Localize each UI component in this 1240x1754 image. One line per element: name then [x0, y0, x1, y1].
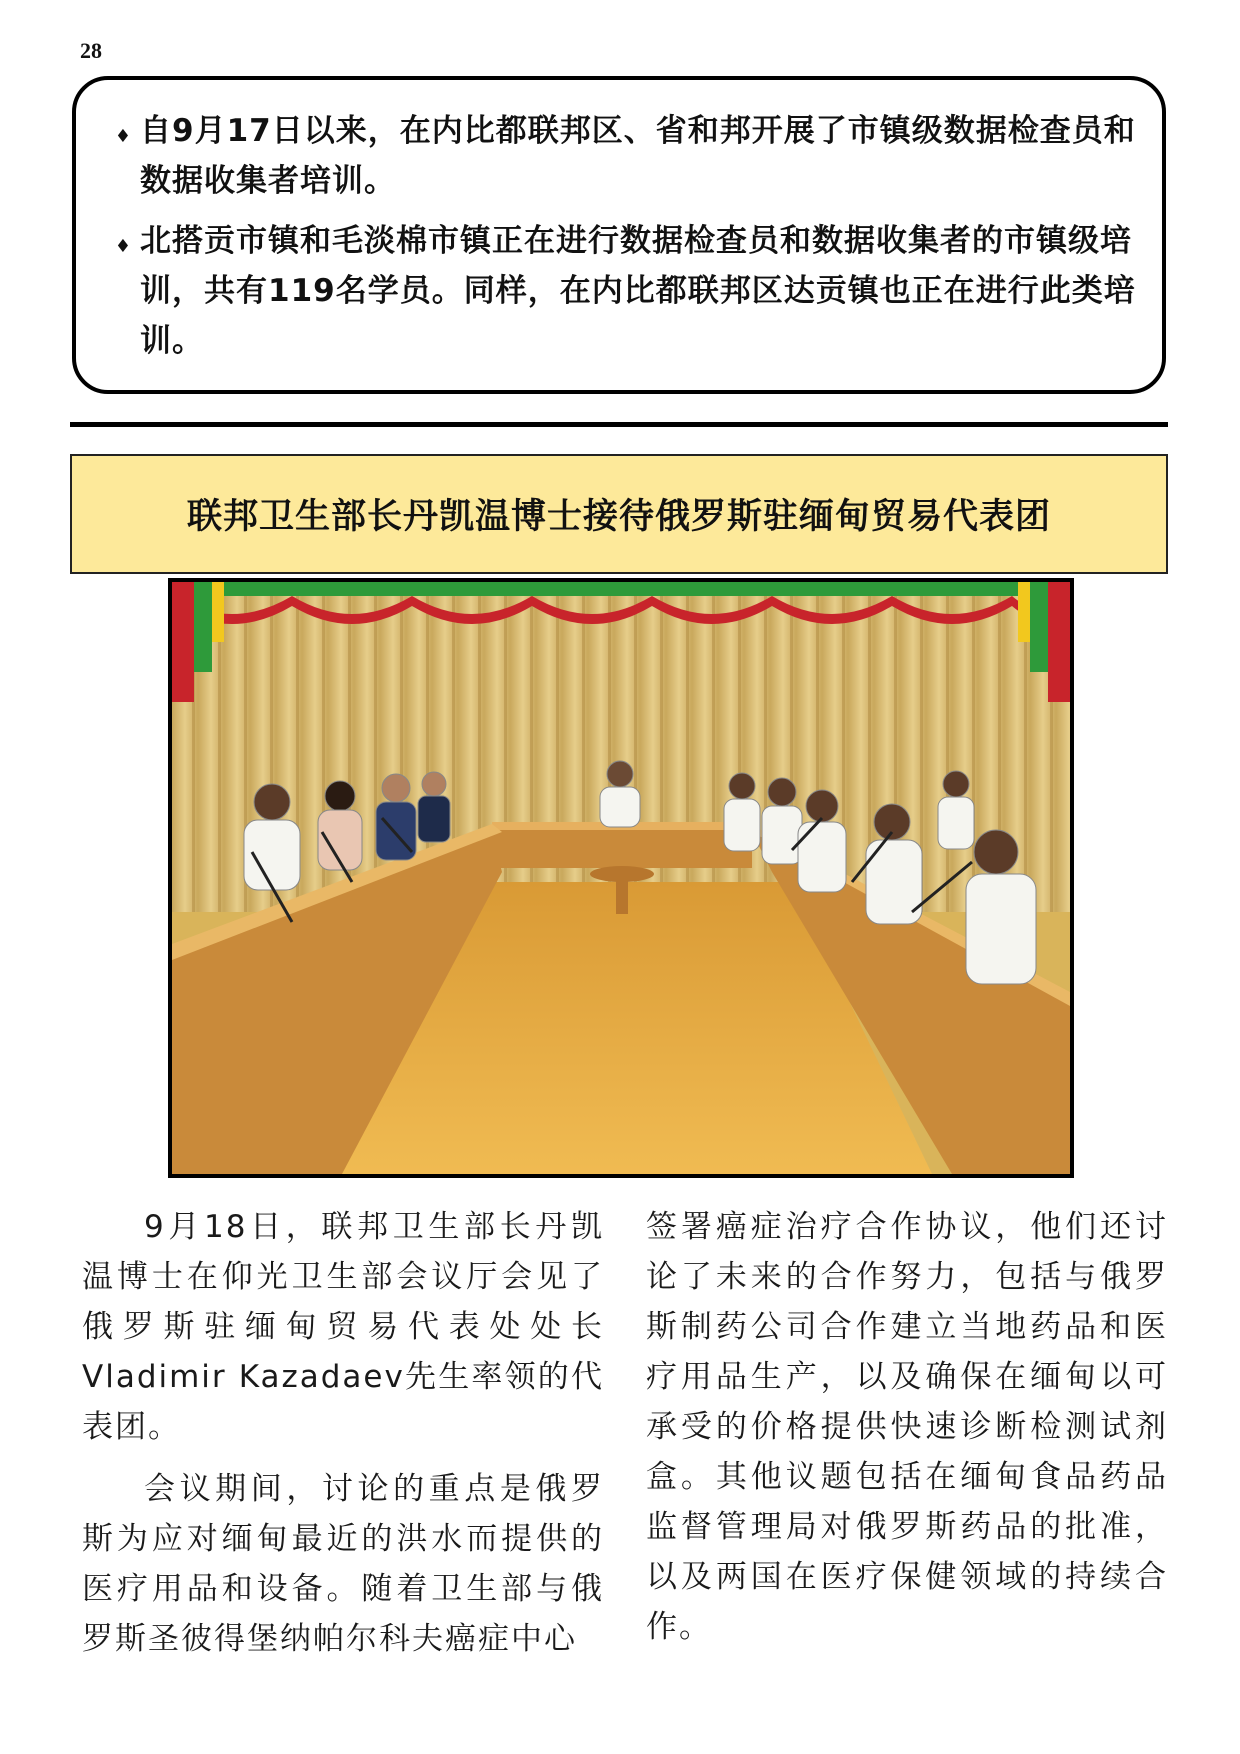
meeting-photo	[168, 578, 1074, 1178]
section-divider	[70, 422, 1168, 427]
page-number: 28	[80, 38, 102, 63]
bullet-item	[106, 216, 1138, 366]
article-headline: 联邦卫生部长丹凯温博士接待俄罗斯驻缅甸贸易代表团	[186, 497, 1051, 537]
diamond-bullet-icon: ♦	[114, 236, 132, 257]
article-column-right	[646, 1202, 1168, 1664]
diamond-bullet-icon: ♦	[114, 126, 132, 147]
article-paragraph: 签署癌症治疗合作协议，他们还讨论了未来的合作努力，包括与俄罗斯制药公司合作建立当地药品和医疗用品生产，以及确保在缅甸以可承受的价格提供快速诊断检测试剂盒。其他议题包括在缅甸食品药品监督管理局对俄罗斯药品的批准，以及两国在医疗保健领域的持续合作。	[646, 1209, 1168, 1645]
headline-banner	[70, 454, 1168, 574]
summary-bullet-box	[72, 76, 1166, 394]
back-table	[492, 828, 752, 868]
bullet-item	[106, 106, 1138, 206]
article-paragraph: 会议期间，讨论的重点是俄罗斯为应对缅甸最近的洪水而提供的医疗用品和设备。随着卫生部与俄罗斯圣彼得堡纳帕尔科夫癌症中心	[82, 1471, 604, 1657]
bullet-text: 北搭贡市镇和毛淡棉市镇正在进行数据检查员和数据收集者的市镇级培训，共有119名学员。同样，在内比都联邦区达贡镇也正在进行此类培训。	[140, 223, 1136, 359]
article-column-left	[82, 1202, 604, 1676]
article-paragraph: 9月18日，联邦卫生部长丹凯温博士在仰光卫生部会议厅会见了俄罗斯驻缅甸贸易代表处处长Vladimir Kazadaev先生率领的代表团。	[82, 1209, 604, 1445]
bullet-text: 自9月17日以来，在内比都联邦区、省和邦开展了市镇级数据检查员和数据收集者培训。	[140, 113, 1136, 199]
